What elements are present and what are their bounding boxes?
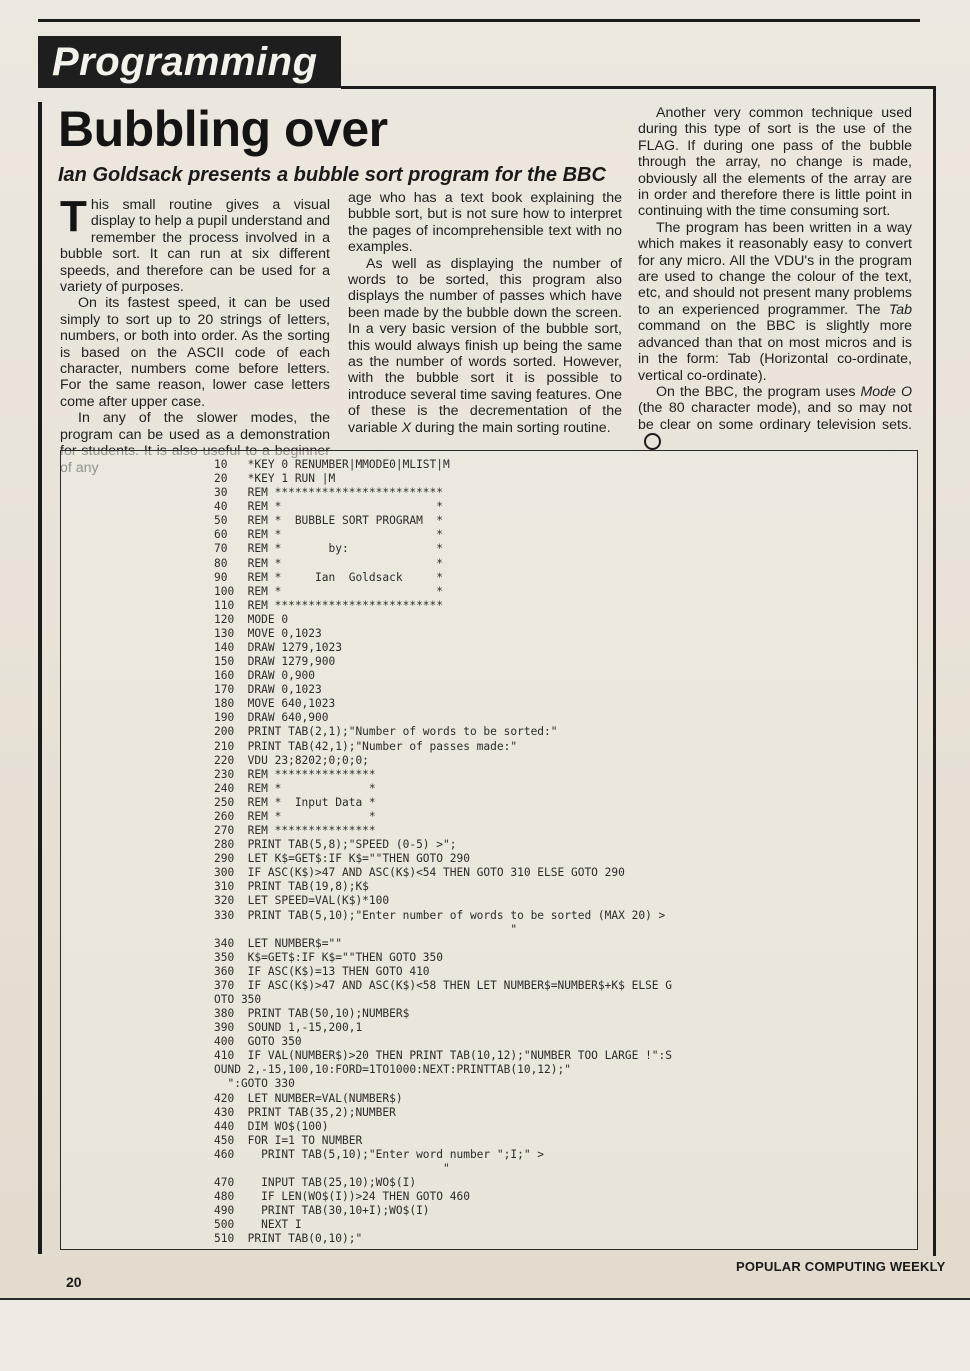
code-line: 150 DRAW 1279,900 (214, 655, 336, 669)
code-line: 370 IF ASC(K$)>47 AND ASC(K$)<58 THEN LET NUMBER$=NUMBER$+K$ ELSE G (214, 978, 673, 992)
code-line: 480 IF LEN(WO$(I))>24 THEN GOTO 460 (214, 1190, 470, 1204)
code-line: 10 *KEY 0 RENUMBER|MMODE0|MLIST|M (214, 458, 450, 471)
top-rule (38, 19, 920, 22)
code-line: " (214, 1161, 450, 1175)
code-line: 420 LET NUMBER=VAL(NUMBER$) (214, 1091, 403, 1105)
paragraph-text: (the 80 character mode), and so may not be clear on some ordinary television sets. (638, 400, 912, 433)
paragraph-text: The program has been written in a way which makes it reasonably easy to convert for any micro. All the VDU's in the program are used to change the colour of the text, etc, and should not present many problems to an experienced programmer. The (638, 219, 912, 318)
end-mark-icon (644, 433, 661, 450)
right-margin-bar (933, 86, 936, 1256)
code-line: OUND 2,-15,100,10:FORD=1TO1000:NEXT:PRINTTAB(10,12);" (214, 1063, 571, 1077)
paragraph (348, 256, 622, 436)
code-line: 320 LET SPEED=VAL(K$)*100 (214, 894, 390, 908)
code-line: 490 PRINT TAB(30,10+I);WO$(I) (214, 1204, 430, 1218)
code-line: 430 PRINT TAB(35,2);NUMBER (214, 1105, 396, 1119)
article-headline: Bubbling over (58, 101, 388, 157)
code-line: 340 LET NUMBER$="" (214, 936, 342, 950)
code-line: 220 VDU 23;8202;0;0;0; (214, 753, 369, 767)
code-line: 50 REM * BUBBLE SORT PROGRAM * (214, 514, 444, 528)
paragraph-text: As well as displaying the number of words to be sorted, this program also displays the number of passes which have been made by the bubble down the screen. In a very basic version of the bubble sort, this would always finish up being the same as the number of words sorted. However, with the bubble sort it is possible to introduce several time saving features. One of these is the decrementation of the variable (348, 255, 622, 436)
drop-cap: T (60, 192, 87, 241)
code-line: 380 PRINT TAB(50,10);NUMBER$ (214, 1007, 410, 1021)
paragraph (638, 384, 912, 452)
paragraph (60, 192, 330, 296)
code-line: 470 INPUT TAB(25,10);WO$(I) (214, 1175, 417, 1189)
code-line: 510 PRINT TAB(0,10);" (214, 1232, 363, 1246)
body-column-3 (638, 105, 912, 452)
paragraph-text: his small routine gives a visual display to help a pupil understand and remember the process involved in a bubble sort. It can run at six different speeds, and therefore can be used for a variety of purposes. (60, 197, 330, 296)
code-line: 140 DRAW 1279,1023 (214, 641, 342, 655)
code-line: " (214, 922, 518, 936)
program-listing (214, 458, 914, 1246)
code-line: 80 REM * * (214, 556, 444, 570)
code-line: 130 MOVE 0,1023 (214, 626, 322, 640)
paragraph-text: during the main sorting routine. (411, 419, 611, 436)
code-line: 250 REM * Input Data * (214, 795, 376, 809)
section-rule (341, 86, 935, 89)
code-line: 20 *KEY 1 RUN |M (214, 472, 336, 486)
code-line: 390 SOUND 1,-15,200,1 (214, 1021, 363, 1035)
code-line: 330 PRINT TAB(5,10);"Enter number of words to be sorted (MAX 20) > (214, 908, 666, 922)
code-line: 460 PRINT TAB(5,10);"Enter word number ";I;" > (214, 1147, 545, 1161)
code-line: 270 REM *************** (214, 824, 376, 838)
code-line: 120 MODE 0 (214, 612, 289, 626)
code-line: 70 REM * by: * (214, 542, 444, 556)
code-line: 230 REM *************** (214, 767, 376, 781)
code-line: ":GOTO 330 (214, 1077, 295, 1091)
paragraph-text: On the BBC, the program uses (656, 383, 861, 400)
paragraph: Another very common technique used during this type of sort is the use of the FLAG. If during one pass of the bubble through the array, no change is made, obviously all the elements of the array are in order and therefore there is little point in continuing with the time consuming sort. (638, 105, 912, 220)
code-line: 210 PRINT TAB(42,1);"Number of passes made:" (214, 739, 518, 753)
author-name: Ian Goldsack (58, 164, 183, 186)
code-line: 310 PRINT TAB(19,8);K$ (214, 880, 369, 894)
code-line: 160 DRAW 0,900 (214, 669, 316, 683)
paragraph: age who has a text book explaining the bubble sort, but is not sure how to interpret the pages of incomprehensible text with no examples. (348, 190, 622, 256)
publication-name: POPULAR COMPUTING WEEKLY (736, 1259, 946, 1274)
code-line: OTO 350 (214, 992, 262, 1006)
code-line: 100 REM * * (214, 584, 444, 598)
left-margin-bar (38, 102, 42, 1254)
paragraph-text: command on the BBC is slightly more advanced than that on most micros and is in the form: Tab (Horizontal co-ordinate, vertical co-ordinate). (638, 318, 912, 384)
code-line: 280 PRINT TAB(5,8);"SPEED (0-5) >"; (214, 838, 457, 852)
article-standfirst (58, 162, 618, 188)
code-line: 170 DRAW 0,1023 (214, 683, 322, 697)
code-line: 360 IF ASC(K$)=13 THEN GOTO 410 (214, 964, 430, 978)
code-line: 450 FOR I=1 TO NUMBER (214, 1133, 363, 1147)
code-line: 240 REM * * (214, 781, 376, 795)
code-line: 30 REM ************************* (214, 486, 444, 500)
code-line: 500 NEXT I (214, 1218, 302, 1232)
code-line: 190 DRAW 640,900 (214, 711, 329, 725)
code-line: 180 MOVE 640,1023 (214, 697, 336, 711)
code-line: 290 LET K$=GET$:IF K$=""THEN GOTO 290 (214, 852, 470, 866)
code-line: 110 REM ************************* (214, 598, 444, 612)
code-line: 200 PRINT TAB(2,1);"Number of words to be sorted:" (214, 725, 558, 739)
keyword: Tab (888, 301, 912, 318)
code-line: 260 REM * * (214, 809, 376, 823)
paragraph: In any of the slower modes, the program can be used as a demonstration (60, 410, 330, 443)
code-line: 440 DIM WO$(100) (214, 1119, 329, 1133)
keyword: Mode O (860, 383, 913, 400)
body-column-1 (60, 192, 330, 476)
code-line: 400 GOTO 350 (214, 1035, 302, 1049)
paragraph: On its fastest speed, it can be used simply to sort up to 20 strings of letters, numbers, or both into order. As the sorting is based on the ASCII code of each character, numbers come before letters. For the same reason, lower case letters come after upper case. (60, 295, 330, 410)
code-line: 60 REM * * (214, 528, 444, 542)
code-line: 410 IF VAL(NUMBER$)>20 THEN PRINT TAB(10,12);"NUMBER TOO LARGE !":S (214, 1049, 673, 1063)
code-line: 350 K$=GET$:IF K$=""THEN GOTO 350 (214, 950, 444, 964)
code-line: 40 REM * * (214, 500, 444, 514)
section-heading: Programming (38, 36, 341, 88)
code-line: 300 IF ASC(K$)>47 AND ASC(K$)<54 THEN GOTO 310 ELSE GOTO 290 (214, 866, 625, 880)
body-column-2 (348, 190, 622, 436)
page-number: 20 (66, 1274, 82, 1290)
paragraph (638, 220, 912, 384)
page-edge (0, 1300, 970, 1371)
standfirst-text: presents a bubble sort program for the BBC (188, 164, 606, 186)
variable-name: X (401, 419, 412, 436)
code-line: 90 REM * Ian Goldsack * (214, 570, 444, 584)
